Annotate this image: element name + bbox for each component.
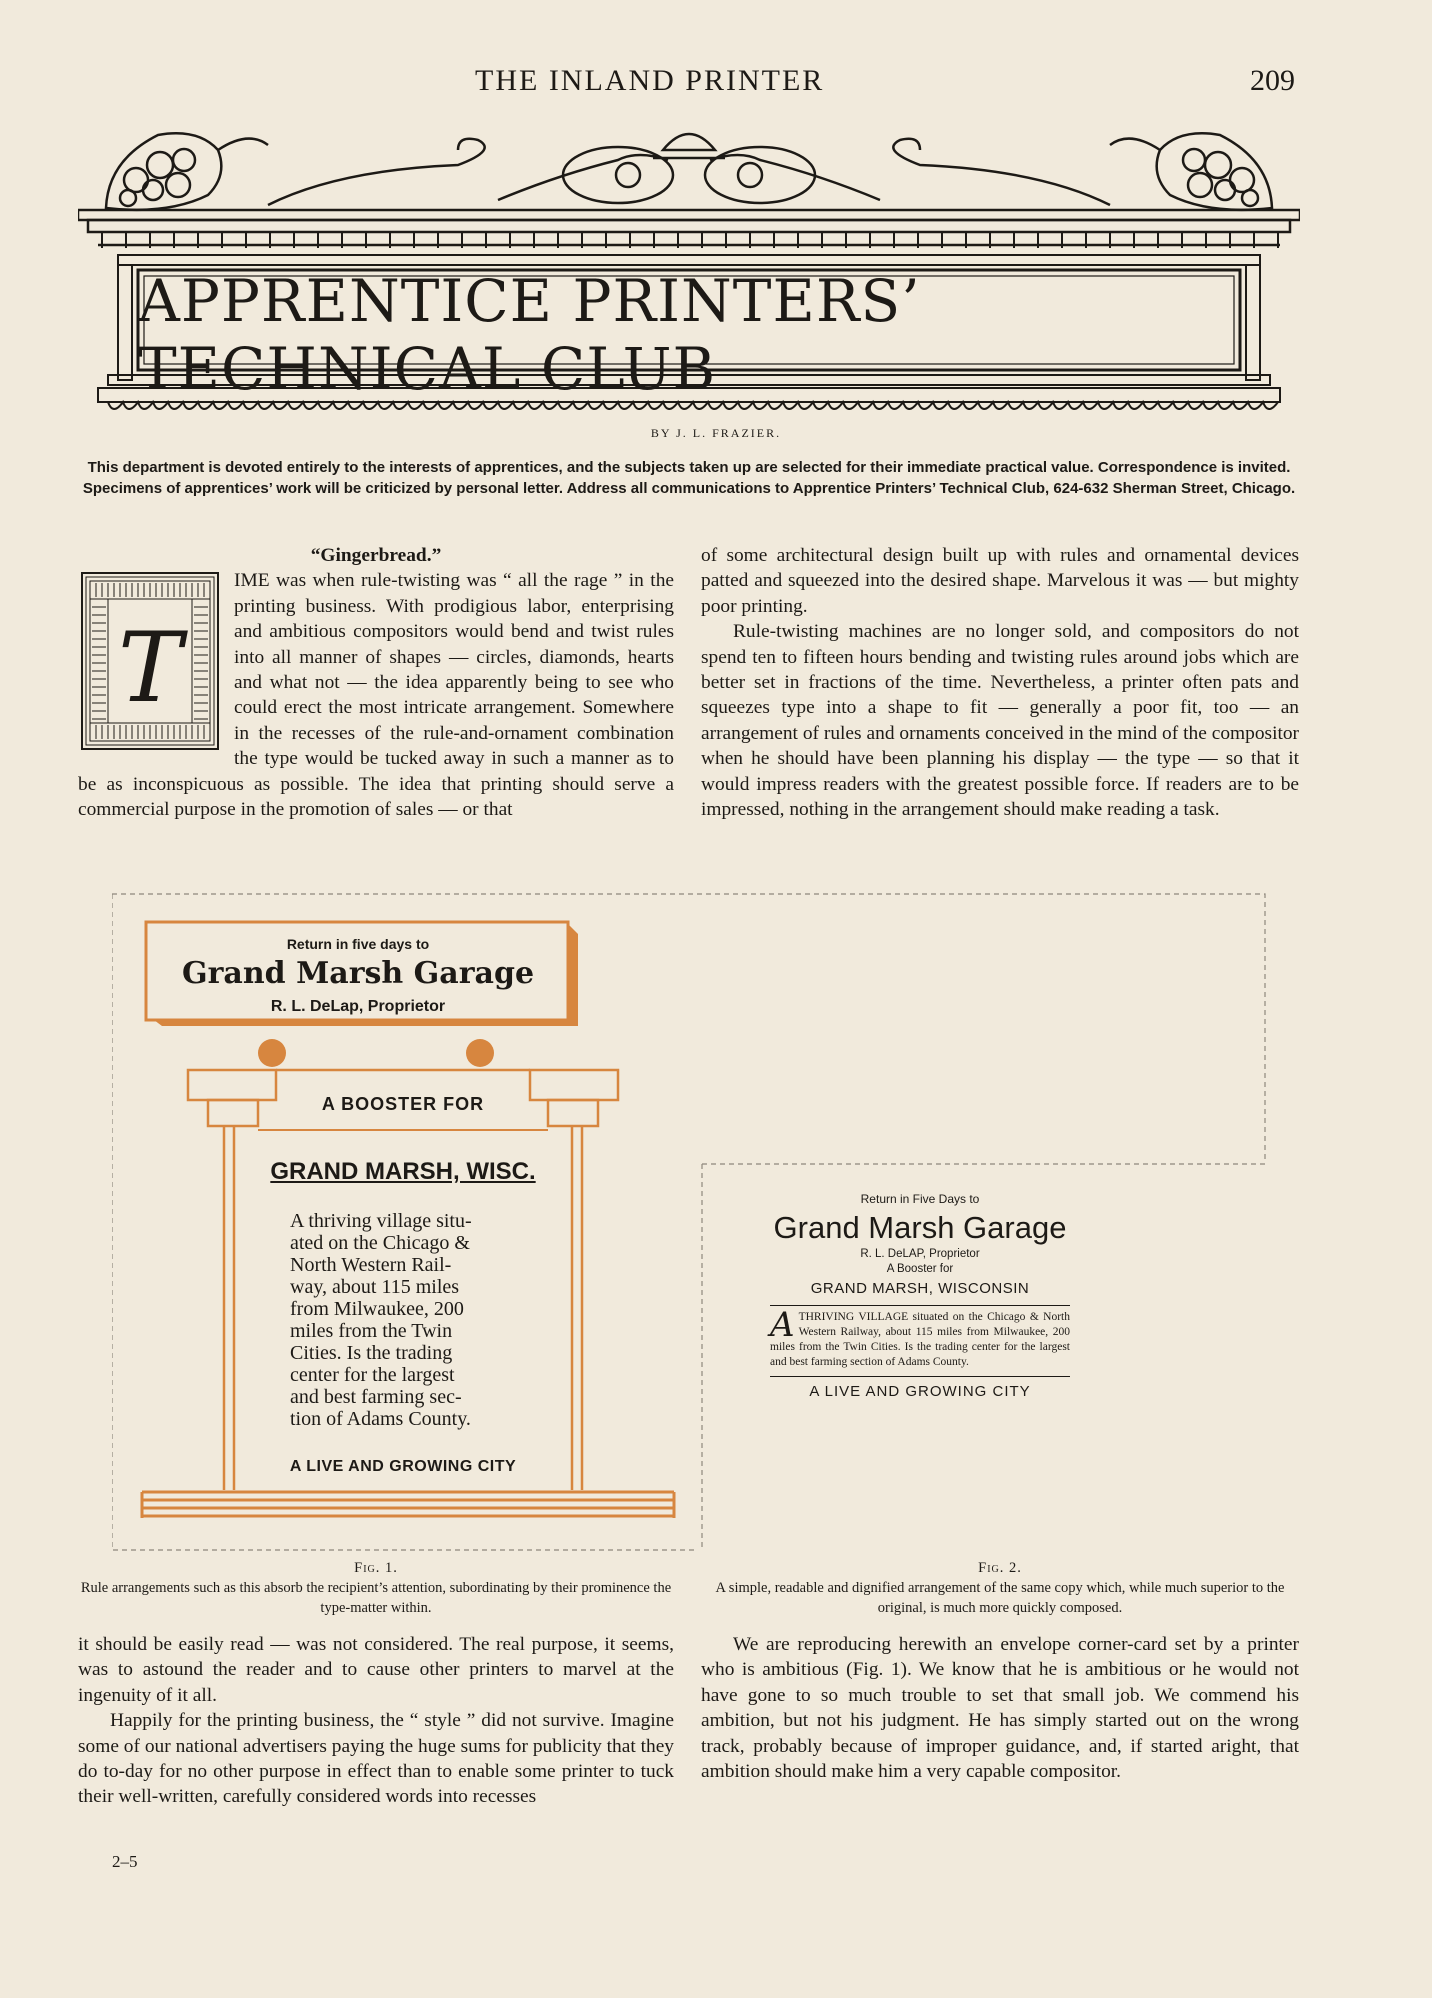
fig2-booster: A Booster for: [886, 1263, 954, 1275]
fig2-place: GRAND MARSH, WISCONSIN: [810, 1280, 1030, 1297]
fig2-slogan: A LIVE AND GROWING CITY: [809, 1383, 1031, 1400]
fig1-body-line: tion of Adams County.: [290, 1408, 471, 1430]
paragraph-machines: Rule-twisting machines are no longer sold, and compositors do not spend ten to fifteen hours bending and twisting rules around jobs which are better set in fractions of the time. Nevertheless, a printer often pats and squeezes type into a shape to fit — generally a poor fit, too — an arrangement of rules and ornaments conceived in the mind of the compositor when he should have been planning his display — the type — so that it would impress readers with the greatest possible force. If readers are to be impressed, nothing in the arrangement should make reading a task.: [701, 621, 1299, 821]
article-right-column-top: [701, 543, 1299, 822]
fig1-body-line: way, about 115 miles: [290, 1276, 460, 1298]
fig1-body-line: center for the largest: [290, 1364, 455, 1386]
fig1-caption-text: Rule arrangements such as this absorb the recipient’s attention, subordinating by their prominence the type-matter within.: [80, 1580, 672, 1616]
fruit-basket-left-icon: [106, 133, 268, 210]
figure-1-caption: [78, 1558, 674, 1618]
fig2-caption-label: Fig. 2.: [978, 1560, 1022, 1576]
fig1-booster: A BOOSTER FOR: [321, 1094, 485, 1114]
fig1-place: GRAND MARSH, WISC.: [270, 1158, 536, 1185]
fig1-caption-label: Fig. 1.: [354, 1560, 398, 1576]
dropcap-letter: T: [117, 612, 183, 725]
dropcap-initial: [80, 571, 220, 751]
paragraph-style-survive: Happily for the printing business, the “ style ” did not survive. Imagine some of our national advertisers paying the huge sums for publicity that they do to-day for no other purpose in effect than to enable some printer to tuck their well-written, carefully considered words into recesses: [78, 1710, 674, 1808]
fig1-body-line: from Milwaukee, 200: [290, 1298, 464, 1320]
figure-2-specimen: [720, 1192, 1120, 1442]
running-head: [0, 64, 1432, 104]
paragraph-rule-twisting: IME was when rule-twisting was “ all the rage ” in the printing business. With prodigious labor, enterprising and ambitious compositors would bend and twist rules into all manner of shapes — circles, diamonds, hearts and what not — the idea apparently being to see who could erect the most intricate arrangement. Somewhere in the recesses of the rule-and-ornament combination the type would be tucked away in such a manner as to be as inconspicuous as possible. The idea that printing should serve a commercial purpose in the promotion of sales — or that: [78, 570, 674, 821]
fig1-proprietor: R. L. DeLap, Proprietor: [270, 998, 446, 1015]
figure-2-caption: [701, 1558, 1299, 1618]
fig2-proprietor: R. L. DeLAP, Proprietor: [860, 1248, 980, 1260]
page-number: 209: [1250, 64, 1295, 97]
fig2-return-line: Return in Five Days to: [860, 1192, 980, 1206]
fig1-body-line: and best farming sec-: [290, 1386, 462, 1408]
fig2-business-name: Grand Marsh Garage: [773, 1210, 1067, 1245]
department-intro: This department is devoted entirely to the interests of apprentices, and the subjects taken up are selected for their immediate practical value. Correspondence is invited. Specimens of apprentices’ work will be criticized by personal letter. Address all communications to Apprentice Printers’ Technical Club, 624-632 Sherman Street, Chicago.: [82, 459, 1296, 497]
figure-1-specimen: [138, 918, 688, 1528]
fig2-rule-bottom: [770, 1376, 1070, 1377]
department-title: APPRENTICE PRINTERS’ TECHNICAL CLUB: [138, 267, 921, 403]
article-subhead: “Gingerbread.”: [310, 545, 442, 566]
fig1-slogan: A LIVE AND GROWING CITY: [289, 1458, 517, 1475]
fig1-body-line: miles from the Twin: [290, 1320, 453, 1342]
paragraph-architectural: of some architectural design built up with rules and ornamental devices patted and squeezed into the desired shape. Marvelous it was — but mighty poor printing.: [701, 545, 1299, 617]
byline: BY J. L. FRAZIER.: [650, 426, 782, 440]
signature-mark: 2–5: [112, 1852, 138, 1871]
department-banner: [78, 120, 1300, 420]
journal-title: THE INLAND PRINTER: [475, 64, 825, 97]
paragraph-reproducing: We are reproducing herewith an envelope corner-card set by a printer who is ambitious (Fig. 1). We know that he is ambitious or he would not have gone to so much trouble to set that small job. We commend his ambition, but not his judgment. He has simply started out on the wrong track, probably because of improper guidance, and, if started aright, that ambition should make him a very capable compositor.: [701, 1634, 1299, 1783]
fig1-body-line: ated on the Chicago &: [290, 1232, 470, 1254]
fig1-body-line: Cities. Is the trading: [290, 1342, 453, 1364]
fig1-body-line: North Western Rail-: [290, 1254, 452, 1276]
article-right-column-bottom: [701, 1632, 1299, 1784]
fig1-return-line: Return in five days to: [286, 936, 430, 952]
fig1-business-name: Grand Marsh Garage: [181, 956, 535, 991]
article-left-column-top: [78, 543, 674, 822]
fig1-body-line: A thriving village situ-: [290, 1210, 472, 1232]
fig2-rule-top: [770, 1305, 1070, 1306]
fig1-body: [290, 1210, 530, 1430]
fruit-basket-right-icon: [1110, 133, 1272, 210]
fig2-initial: A: [770, 1305, 795, 1345]
fig2-caption-text: A simple, readable and dignified arrangement of the same copy which, while much superior to the original, is much more quickly composed.: [715, 1580, 1285, 1616]
ornamental-initial-icon: [80, 571, 220, 751]
fig2-body-block: [770, 1305, 1070, 1370]
article-left-column-bottom: [78, 1632, 674, 1810]
fig2-body: THRIVING VILLAGE situated on the Chicago & North Western Railway, about 115 miles from Milwaukee, 200 miles from the Twin Cities. Is the trading center for the largest and best farming section of Adams County.: [770, 1311, 1070, 1368]
paragraph-easily-read: it should be easily read — was not considered. The real purpose, it seems, was to astound the reader and to cause other printers to marvel at the ingenuity of it all.: [78, 1634, 674, 1706]
